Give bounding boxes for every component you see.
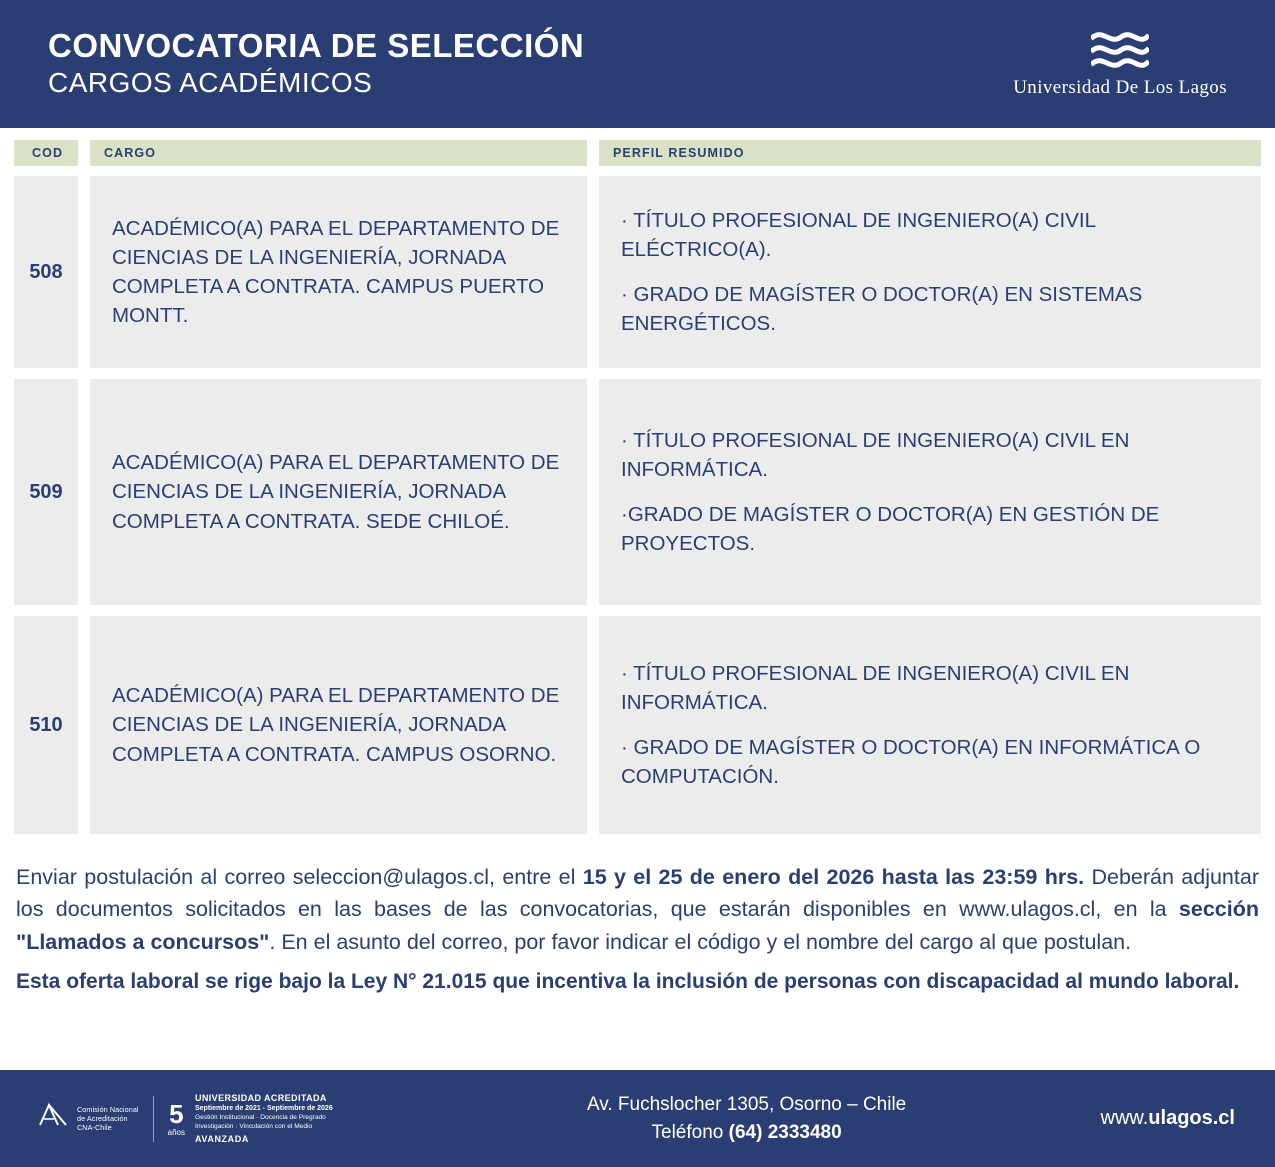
footer-divider [153,1096,154,1142]
accreditation-years-number: 5 [169,1098,184,1129]
row-profile-line: · GRADO DE MAGÍSTER O DOCTOR(A) EN INFORMÁTICA O COMPUTACIÓN. [621,736,1201,789]
instructions-paragraph [16,861,1259,958]
table-header-row [14,140,1261,166]
row-position-text: ACADÉMICO(A) PARA EL DEPARTAMENTO DE CIENCIAS DE LA INGENIERÍA, JORNADA COMPLETA A CONTRATA. CAMPUS OSORNO. [112,684,560,766]
row-profile [599,176,1261,368]
row-profile-line: · GRADO DE MAGÍSTER O DOCTOR(A) EN SISTEMAS ENERGÉTICOS. [621,283,1143,336]
page-footer [0,1070,1275,1167]
row-code: 508 [14,176,78,368]
row-profile-line: ·GRADO DE MAGÍSTER O DOCTOR(A) EN GESTIÓN DE PROYECTOS. [621,503,1160,556]
column-header-cod: COD [14,140,78,166]
row-profile-line: · TÍTULO PROFESIONAL DE INGENIERO(A) CIVIL ELÉCTRICO(A). [621,208,1096,261]
instructions-part-3: . En el asunto del correo, por favor indicar el código y el nombre del cargo al que postulan. [269,929,1132,954]
accreditation-block [36,1092,333,1145]
positions-table [0,128,1275,834]
table-row [14,176,1261,368]
instructions-section-link: sección "Llamados a concursos" [16,897,1259,954]
page-title: CONVOCATORIA DE SELECCIÓN [48,27,585,65]
row-profile-line: · TÍTULO PROFESIONAL DE INGENIERO(A) CIVIL EN INFORMÁTICA. [621,428,1130,481]
footer-web-domain: ulagos.cl [1148,1107,1235,1129]
accreditation-areas-1: Gestión Institucional · Docencia de Pregrado [194,1113,326,1121]
row-position [90,379,587,605]
instructions-deadline: 15 y el 25 de enero del 2026 hasta las 23:59 hrs. [582,865,1085,889]
cna-logo-block [36,1099,139,1138]
application-instructions [0,845,1275,1006]
accreditation-dates: Septiembre de 2021 - Septiembre de 2026 [194,1105,333,1113]
column-header-cargo: CARGO [90,140,587,166]
accreditation-years-label: años [167,1127,185,1137]
cna-name [77,1105,139,1133]
accreditation-areas-2: Investigación · Vinculación con el Medio [194,1122,313,1130]
wave-lines-icon [1091,29,1149,77]
table-row [14,616,1261,834]
cna-line-2: de Acreditación [77,1113,128,1123]
accreditation-years [167,1098,185,1137]
footer-address: Av. Fuchslocher 1305, Osorno – Chile [586,1093,907,1115]
row-profile [599,616,1261,834]
accreditation-details [195,1092,333,1145]
footer-phone-label: Teléfono [651,1121,729,1143]
contact-info [393,1091,1101,1146]
footer-phone-number: (64) 2333480 [728,1121,842,1143]
inclusion-law-note: Esta oferta laboral se rige bajo la Ley N° 21.015 que incentiva la inclusión de personas con discapacidad al mundo laboral. [16,969,1240,993]
page-subtitle: CARGOS ACADÉMICOS [48,67,373,99]
cna-emblem-icon [36,1099,70,1138]
row-code: 509 [14,379,78,605]
row-position-text: ACADÉMICO(A) PARA EL DEPARTAMENTO DE CIENCIAS DE LA INGENIERÍA, JORNADA COMPLETA A CONTRATA. SEDE CHILOÉ. [112,451,560,533]
row-position [90,176,587,368]
accreditation-title: UNIVERSIDAD ACREDITADA [194,1093,327,1104]
row-profile [599,379,1261,605]
page-header [0,0,1275,128]
footer-phone [393,1119,1101,1147]
footer-web-prefix: www. [1100,1107,1149,1129]
footer-website[interactable] [1101,1107,1236,1130]
row-position [90,616,587,834]
university-name: Universidad De Los Lagos [1013,77,1227,98]
university-logo [1013,29,1227,99]
row-position-text: ACADÉMICO(A) PARA EL DEPARTAMENTO DE CIENCIAS DE LA INGENIERÍA, JORNADA COMPLETA A CONTRATA. CAMPUS PUERTO MONTT. [112,216,560,328]
table-row [14,379,1261,605]
row-code: 510 [14,616,78,834]
instructions-part-2: Deberán adjuntar los documentos solicitados en las bases de las convocatorias, que estarán disponibles en www.ulagos.cl, en la [16,865,1259,922]
cna-line-1: Comisión Nacional [77,1104,139,1114]
accreditation-level: AVANZADA [194,1133,249,1144]
header-title-group [48,28,584,99]
row-profile-line: · TÍTULO PROFESIONAL DE INGENIERO(A) CIVIL EN INFORMÁTICA. [621,661,1130,714]
column-header-perfil: PERFIL RESUMIDO [599,140,1261,166]
instructions-part-1: Enviar postulación al correo seleccion@ulagos.cl, entre el [16,865,583,889]
cna-line-3: CNA-Chile [77,1123,112,1133]
